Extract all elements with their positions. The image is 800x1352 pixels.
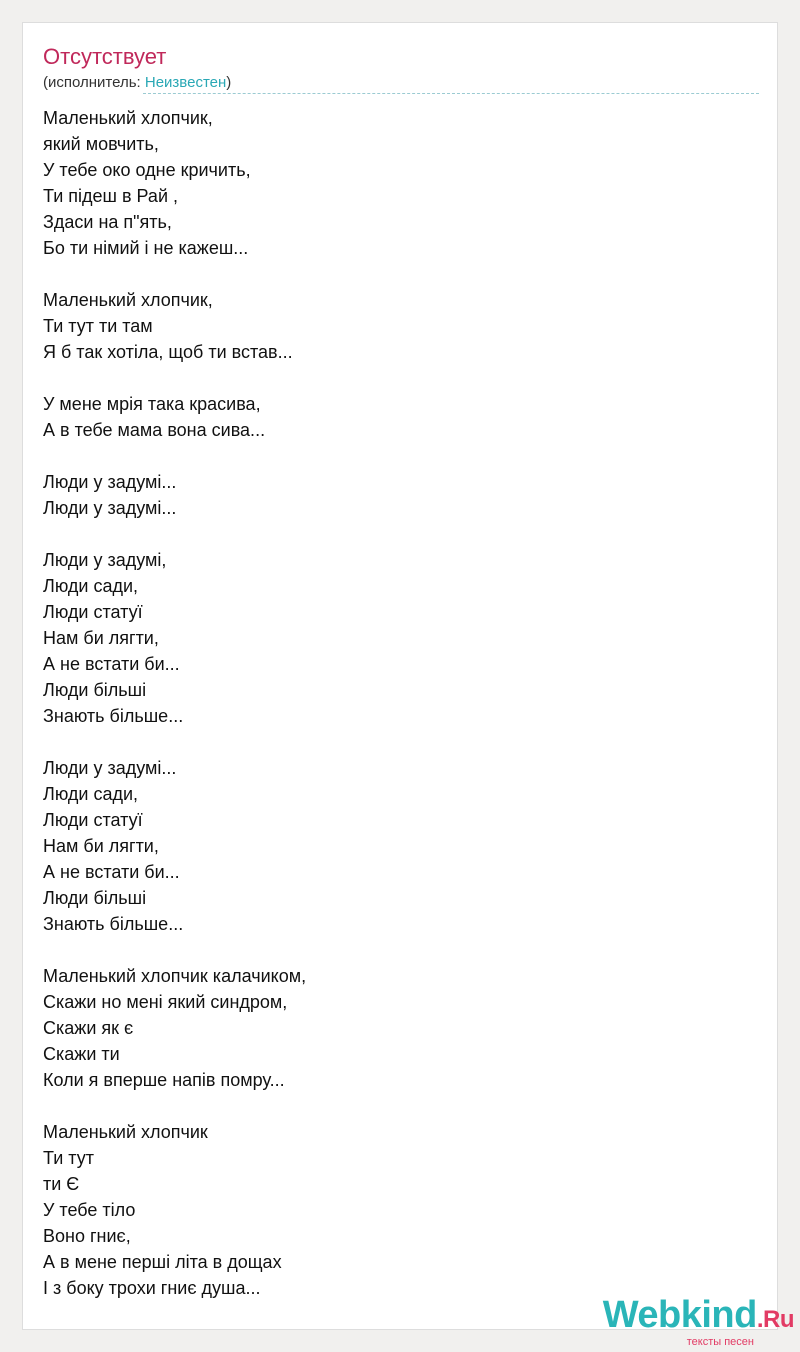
lyric-line: Нам би лягти, [43, 836, 159, 856]
stanza-break [43, 521, 743, 547]
lyric-line: Коли я вперше напів помру... [43, 1070, 285, 1090]
lyric-line: Маленький хлопчик калачиком, [43, 966, 307, 986]
lyric-line: Нам би лягти, [43, 628, 159, 648]
logo-subtitle: тексты песен [686, 1336, 754, 1348]
lyric-line: А не встати би... [43, 862, 180, 882]
lyric-line: Люди у задумі... [43, 472, 177, 492]
artist-link[interactable]: Неизвестен [144, 74, 227, 91]
lyric-line: Маленький хлопчик [43, 1122, 208, 1142]
lyric-line: У мене мрія така красива, [43, 394, 261, 414]
lyric-line: Маленький хлопчик, [43, 290, 213, 310]
lyric-line: Люди більші [43, 888, 147, 908]
lyric-line: Люди у задумі... [43, 498, 177, 518]
lyric-line: Люди статуї [43, 810, 143, 830]
stanza-break [43, 443, 743, 469]
lyric-line: який мовчить, [43, 134, 159, 154]
artist-suffix: ) [226, 74, 232, 91]
logo-tld: .Ru [756, 1306, 794, 1333]
stanza-break [43, 365, 743, 391]
lyric-line: Люди сади, [43, 784, 139, 804]
lyric-line: Ти тут ти там [43, 316, 153, 336]
lyric-line: У тебе тіло [43, 1200, 136, 1220]
lyric-line: Знають більше... [43, 914, 184, 934]
lyric-line: А в тебе мама вона сива... [43, 420, 266, 440]
lyric-line: Ти підеш в Рай , [43, 186, 178, 206]
lyric-line: Воно гниє, [43, 1226, 131, 1246]
artist-prefix: (исполнитель: [43, 74, 145, 91]
lyric-line: ти Є [43, 1174, 80, 1194]
stanza-break [43, 261, 743, 287]
stanza-break [43, 1093, 743, 1119]
site-logo[interactable] [603, 1296, 794, 1348]
lyric-line: Люди у задумі, [43, 550, 167, 570]
lyric-line: Маленький хлопчик, [43, 108, 213, 128]
lyric-line: А не встати би... [43, 654, 180, 674]
lyrics-card [22, 22, 778, 1330]
logo-name: Webkind [602, 1294, 757, 1336]
logo-wordmark [603, 1296, 794, 1339]
lyrics-text [43, 105, 743, 1301]
lyric-line: Я б так хотіла, щоб ти встав... [43, 342, 293, 362]
lyric-line: Скажи но мені який синдром, [43, 992, 288, 1012]
lyric-line: Здаси на п"ять, [43, 212, 172, 232]
stanza-break [43, 729, 743, 755]
lyric-line: А в мене перші літа в дощах [43, 1252, 282, 1272]
lyric-line: Знають більше... [43, 706, 184, 726]
song-title: Отсутствует [43, 44, 167, 69]
lyric-line: У тебе око одне кричить, [43, 160, 251, 180]
stanza-break [43, 937, 743, 963]
lyric-line: І з боку трохи гниє душа... [43, 1278, 261, 1298]
lyric-line: Ти тут [43, 1148, 94, 1168]
lyric-line: Люди сади, [43, 576, 139, 596]
lyric-line: Бо ти німий і не кажеш... [43, 238, 249, 258]
header-divider [143, 93, 759, 94]
lyric-line: Люди більші [43, 680, 147, 700]
lyric-line: Скажи як є [43, 1018, 134, 1038]
lyric-line: Люди статуї [43, 602, 143, 622]
artist-line [43, 73, 231, 93]
lyric-line: Люди у задумі... [43, 758, 177, 778]
lyric-line: Скажи ти [43, 1044, 120, 1064]
